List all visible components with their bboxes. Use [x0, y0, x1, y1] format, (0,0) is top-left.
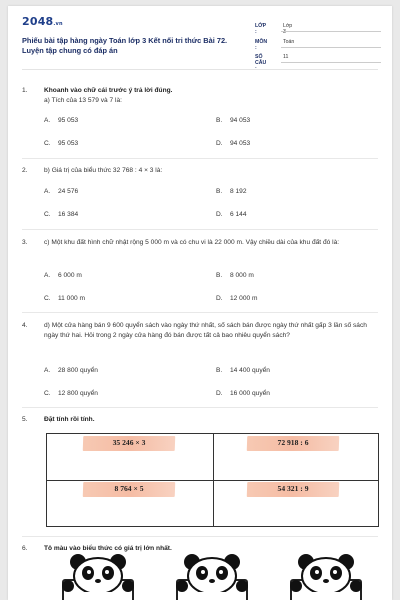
panda-card-2[interactable]: [172, 546, 252, 600]
calc-strip-2: 72 918 : 6: [247, 436, 340, 451]
calculation-grid: [46, 433, 379, 527]
header-divider: [22, 69, 378, 70]
question-6-text: Tô màu vào biểu thức có giá trị lớn nhất.: [44, 545, 172, 552]
worksheet-title: Phiếu bài tập hàng ngày Toán lớp 3 Kết nối tri thức Bài 72. Luyện tập chung có đáp án: [22, 36, 228, 55]
panda-icon: [286, 552, 366, 592]
question-3-text: c) Một khu đất hình chữ nhật rộng 5 000 m và có chu vi là 22 000 m. Vậy chiều dài của khu đất đó là:: [44, 239, 340, 246]
site-logo[interactable]: 2048.vn: [22, 15, 63, 28]
calc-strip-4: 54 321 : 9: [247, 482, 340, 497]
panda-icon: [172, 552, 252, 592]
calc-strip-3: 8 764 × 5: [83, 482, 176, 497]
calc-strip-1: 35 246 × 3: [83, 436, 176, 451]
question-1-instruction: Khoanh vào chữ cái trước ý trả lời đúng.: [44, 87, 173, 94]
worksheet-header: 2048.vn Phiếu bài tập hàng ngày Toán lớp 3 Kết nối tri thức Bài 72. Luyện tập chung có đáp án LỚP : Lớp 3 MÔN : Toán SỐ CÂU : 11: [8, 6, 392, 68]
panda-card-1[interactable]: [58, 546, 138, 600]
panda-card-3[interactable]: [286, 546, 366, 600]
question-4-text: d) Một cửa hàng bán 9 600 quyển sách vào ngày thứ nhất, số sách bán được ngày thứ nhất gấp 3 lần số sách ngày thứ hai. Hỏi trong 2 ngày cửa hàng đó bán được tất cả bao nhiêu quyển sách?: [44, 322, 367, 339]
question-5-text: Đặt tính rồi tính.: [44, 416, 95, 423]
panda-icon: [58, 552, 138, 592]
worksheet-page: 2048.vn Phiếu bài tập hàng ngày Toán lớp 3 Kết nối tri thức Bài 72. Luyện tập chung có đáp án LỚP : Lớp 3 MÔN : Toán SỐ CÂU : 11 1. Khoanh vào chữ cái trước ý trả lời đúng. a) Tích của 13 579 và 7 là: A. 95 053 B. 94 053 C. 95 053 D. 94 053 2. b) Giá trị của biểu thức 32 768 : 4 × 3 là: A. 24 576 B. 8 192 C. 16 384 D. 6 144 3. c) Một khu đất hình chữ nhật rộng 5 000 m và có chu vi là 22 000 m. Vậy chiều dài của khu đất đó là: A. 6 000 m B. 8 000 m C. 11 000 m D. 12 000 m 4. d) Một cửa hàng bán 9 600 quyển sách vào ngày thứ nhất, số sách bán được ngày thứ nhất gấp 3 lần số sách ngày thứ hai. Hỏi trong 2 ngày cửa hàng đó bán được tất cả bao nhiêu quyển sách? A. 28 800 quyển B. 14 400 quyển C. 12 800 quyển D. 16 000 quyển 5. Đặt tính rồi tính. 35 246 × 3 72 918 : 6 8 764 × 5 54 321 : 9 6. Tô màu vào biểu thức có giá trị lớn nhất.: [8, 6, 392, 600]
question-1-text: a) Tích của 13 579 và 7 là:: [44, 97, 122, 104]
question-2-text: b) Giá trị của biểu thức 32 768 : 4 × 3 là:: [44, 167, 163, 174]
